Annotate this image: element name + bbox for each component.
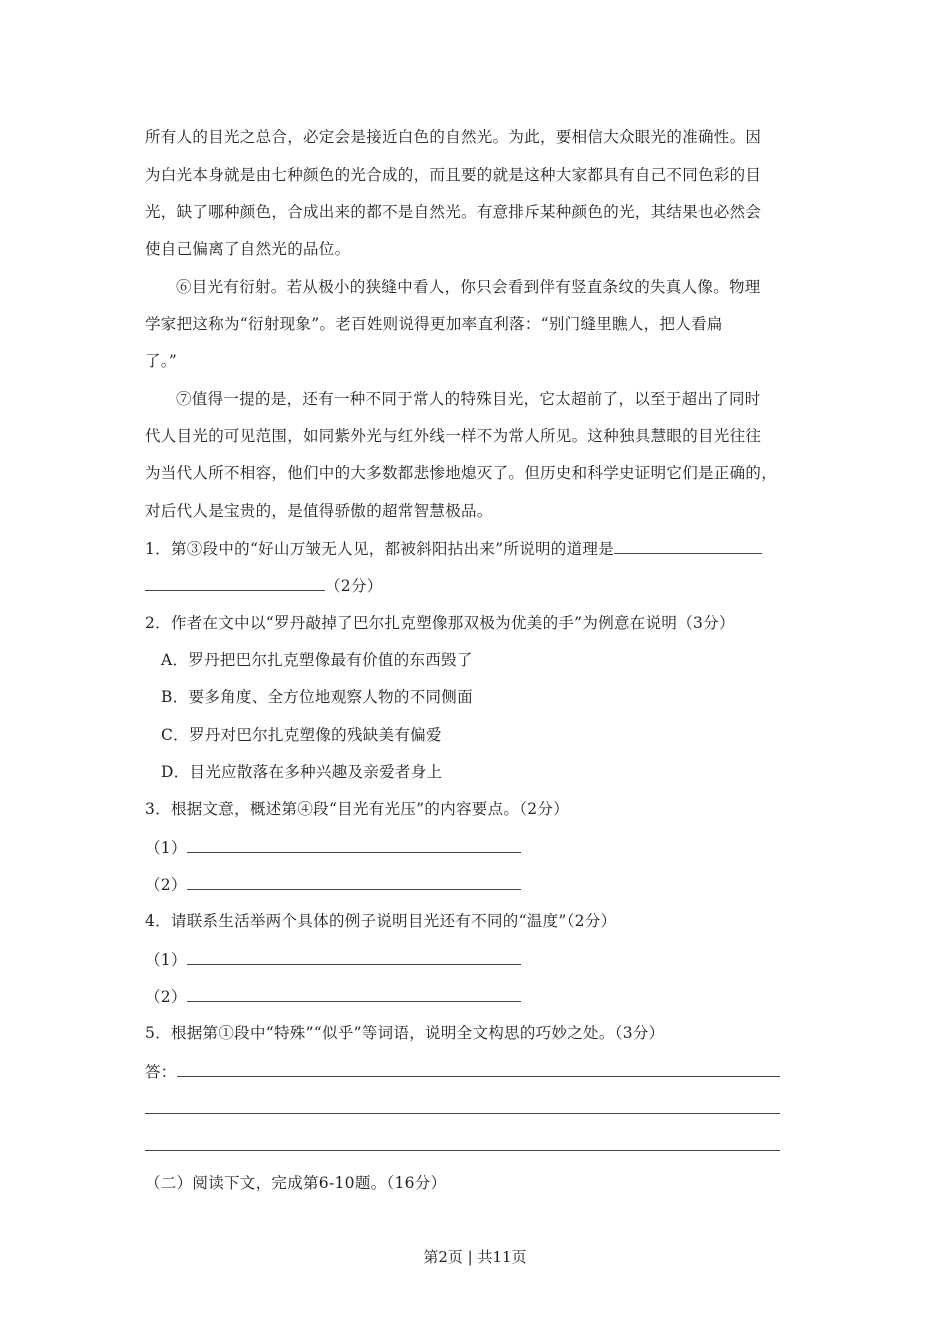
answer-blank[interactable] [177,1061,780,1077]
option-b[interactable]: B．要多角度、全方位地观察人物的不同侧面 [161,688,473,706]
answer-blank[interactable] [187,986,521,1002]
answer-label: 答： [145,1063,177,1081]
passage-line: 光，缺了哪种颜色，合成出来的都不是自然光。有意排斥某种颜色的光，其结果也必然会 [145,203,762,221]
question-4-text: 4．请联系生活举两个具体的例子说明目光还有不同的“温度”（2分） [145,912,617,930]
passage-line: 学家把这称为“衍射现象”。老百姓则说得更加率直利落：“别门缝里瞧人，把人看扁 [145,315,723,333]
question-1-cont [145,575,383,596]
section-2-heading: （二）阅读下文，完成第6-10题。（16分） [145,1174,447,1192]
passage-line: ⑥目光有衍射。若从极小的狭缝中看人，你只会看到伴有竖直条纹的失真人像。物理 [176,278,761,296]
question-5-text: 5．根据第①段中“特殊”“似乎”等词语，说明全文构思的巧妙之处。（3分） [145,1024,665,1042]
answer-blank[interactable] [145,575,325,591]
question-5-answer-line [145,1098,780,1119]
question-5-answer [145,1061,780,1082]
question-2-text: 2．作者在文中以“罗丹敲掉了巴尔扎克塑像那双极为优美的手”为例意在说明（3分） [145,614,735,632]
question-4-blank-1 [145,949,521,970]
question-1-score: （2分） [325,577,383,595]
passage-line: 了。” [145,352,178,370]
passage-line: 为当代人所不相容，他们中的大多数都悲惨地熄灭了。但历史和科学史证明它们是正确的， [145,464,778,482]
page-footer: 第2页 | 共11页 [423,1248,527,1266]
blank-label: （1） [145,839,187,857]
question-5-answer-line [145,1135,780,1156]
answer-blank[interactable] [614,538,762,554]
question-1 [145,538,762,559]
blank-label: （1） [145,951,187,969]
passage-line: 代人目光的可见范围，如同紫外光与红外线一样不为常人所见。这种独具慧眼的目光往往 [145,427,762,445]
answer-blank[interactable] [145,1098,780,1114]
passage-line: ⑦值得一提的是，还有一种不同于常人的特殊目光，它太超前了，以至于超出了同时 [176,390,761,408]
passage-line: 所有人的目光之总合，必定会是接近白色的自然光。为此，要相信大众眼光的准确性。因 [145,128,762,146]
passage-line: 使自己偏离了自然光的品位。 [145,240,351,258]
passage-line: 为白光本身就是由七种颜色的光合成的，而且要的就是这种大家都具有自己不同色彩的目 [145,166,762,184]
blank-label: （2） [145,876,187,894]
question-1-text: 1．第③段中的“好山万皱无人见，都被斜阳拈出来”所说明的道理是 [145,540,615,558]
question-3-blank-1 [145,837,521,858]
option-c[interactable]: C．罗丹对巴尔扎克塑像的残缺美有偏爱 [161,726,442,744]
question-3-text: 3．根据文意，概述第④段“目光有光压”的内容要点。（2分） [145,800,570,818]
blank-label: （2） [145,988,187,1006]
answer-blank[interactable] [187,949,521,965]
passage-line: 对后代人是宝贵的，是值得骄傲的超常智慧极品。 [145,502,493,520]
answer-blank[interactable] [187,837,521,853]
answer-blank[interactable] [145,1135,780,1151]
answer-blank[interactable] [187,874,521,890]
option-a[interactable]: A．罗丹把巴尔扎克塑像最有价值的东西毁了 [161,651,473,669]
question-3-blank-2 [145,874,521,895]
question-4-blank-2 [145,986,521,1007]
option-d[interactable]: D．目光应散落在多种兴趣及亲爱者身上 [161,763,443,781]
